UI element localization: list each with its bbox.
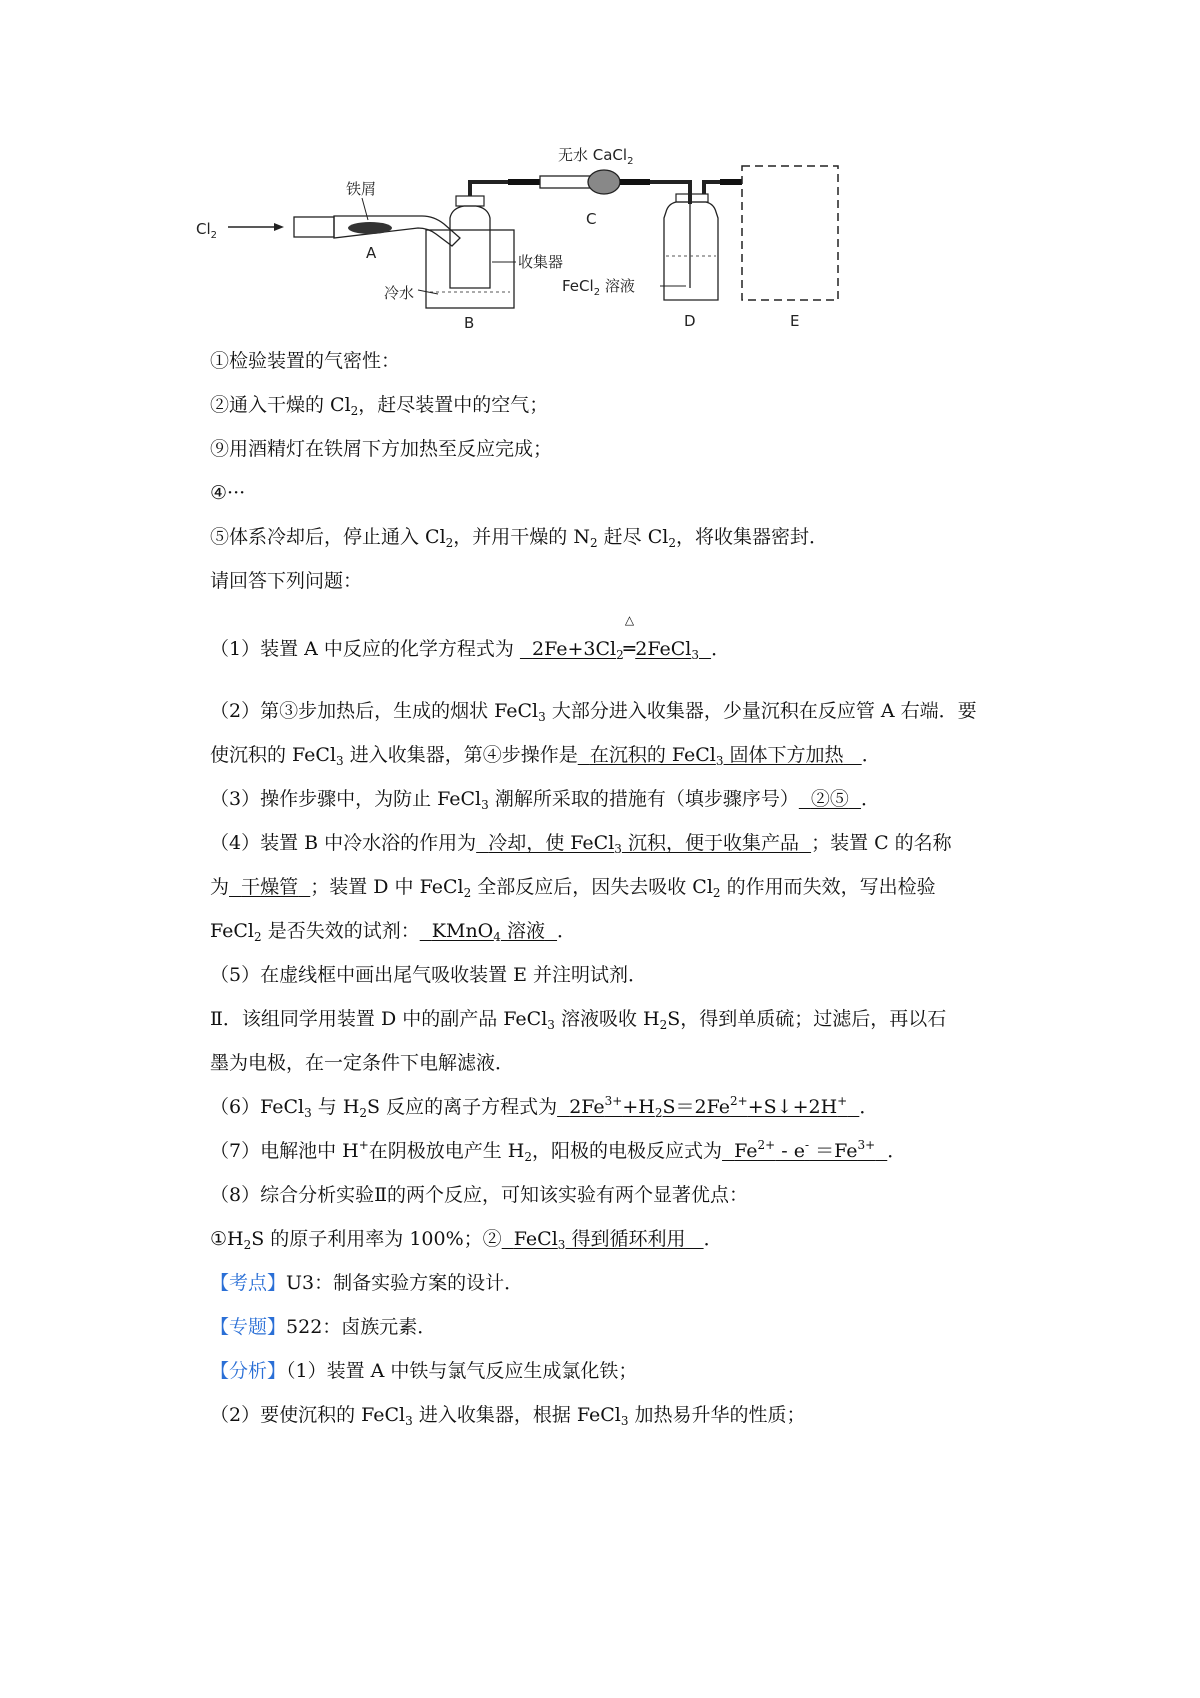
cl2-arrowhead xyxy=(274,223,284,231)
fenxi-line: 【分析】（1）装置 A 中铁与氯气反应生成氯化铁； xyxy=(210,1360,638,1382)
label-b: B xyxy=(464,314,475,332)
question-7: （7）电解池中 H+在阴极放电产生 $H_2$，阳极的电极反应式为 $Fe^{2+} - e^- =Fe^{3+}$ ． xyxy=(210,1138,907,1164)
question-5: （5）在虚线框中画出尾气吸收装置 E 并注明试剂． xyxy=(210,964,648,986)
question-4-line-3: FeCl$_2$ 是否失效的试剂： KMnO$_4$ 溶液 ． xyxy=(210,920,577,944)
step-1: ①检验装置的气密性： xyxy=(210,350,401,372)
step-3: ⑨用酒精灯在铁屑下方加热至反应完成； xyxy=(210,438,553,460)
part-2-line-2: 墨为电极，在一定条件下电解滤液． xyxy=(210,1052,515,1074)
answer-1: $2Fe+3Cl_2$ △ ═2FeCl$_3$ xyxy=(532,613,699,662)
cl2-label: $Cl_2$ xyxy=(196,220,218,241)
part-2-line-1: Ⅱ．该组同学用装置 D 中的副产品 FeCl$_3$ 溶液吸收 $H_2S$，得到单质硫；过滤后，再以石 xyxy=(210,1008,947,1032)
step-2: ②通入干燥的 $Cl_2$，赶尽装置中的空气； xyxy=(210,394,549,418)
dashed-box-e xyxy=(742,166,838,300)
zhuanti-line: 【专题】522：卤族元素． xyxy=(210,1316,437,1338)
collector-label: 收集器 xyxy=(518,253,564,271)
step-5: ⑤体系冷却后，停止通入 $Cl_2$，并用干燥的 $N_2$ 赶尽 $Cl_2$，将收集器密封． xyxy=(210,526,828,550)
iron-label: 铁屑 xyxy=(346,180,377,198)
iron-leader xyxy=(362,198,368,220)
collector-bottle xyxy=(450,206,490,288)
fecl2-label: FeCl$_2$ 溶液 xyxy=(562,277,635,298)
answer-4b: 干燥管 xyxy=(241,876,299,898)
cacl2-label: 无水 CaCl$_2$ xyxy=(558,146,634,167)
collector-stopper xyxy=(456,196,484,206)
answer-4c: KMnO$_4$ 溶液 xyxy=(431,920,545,944)
label-c: C xyxy=(586,210,597,228)
label-d: D xyxy=(684,312,696,330)
question-1: （1）装置 A 中反应的化学方程式为 $2Fe+3Cl_2$ △ ═2FeCl$_3$ ． xyxy=(210,613,731,662)
label-e: E xyxy=(790,312,800,330)
question-2-line-2: 使沉积的 FeCl$_3$ 进入收集器，第④步操作是 在沉积的 FeCl$_3$ 固体下方加热 ． xyxy=(210,744,881,768)
kaodian-tag: 【考点】 xyxy=(210,1272,287,1294)
answer-7: $Fe^{2+} - e^- =Fe^{3+}$ xyxy=(734,1138,876,1162)
label-a: A xyxy=(366,244,377,262)
cold-water-label: 冷水 xyxy=(384,284,415,302)
zhuanti-tag: 【专题】 xyxy=(210,1316,287,1338)
beaker-b xyxy=(426,230,514,308)
water-leader xyxy=(418,290,438,294)
answer-6: $2Fe^{3+}+H_2S=2Fe^{2+}+S↓+2H^+$ xyxy=(569,1094,848,1120)
reaction-tube-a xyxy=(294,217,334,237)
prompt: 请回答下列问题： xyxy=(210,570,363,592)
kaodian-line: 【考点】U3：制备实验方案的设计． xyxy=(210,1272,524,1294)
analysis-2: （2）要使沉积的 FeCl$_3$ 进入收集器，根据 FeCl$_3$ 加热易升华的性质； xyxy=(210,1404,806,1428)
question-2-line-1: （2）第③步加热后，生成的烟状 FeCl$_3$ 大部分进入收集器，少量沉积在反应管 A 右端．要 xyxy=(210,700,977,724)
answer-4a: 冷却，使 FeCl$_3$ 沉积，便于收集产品 xyxy=(488,832,799,856)
apparatus-diagram xyxy=(190,138,850,358)
heat-condition: △ ═ xyxy=(623,613,636,660)
question-6: （6）FeCl$_3$ 与 $H_2S$ 反应的离子方程式为 $2Fe^{3+}+H_2S=2Fe^{2+}+S↓+2H^+$ ． xyxy=(210,1094,879,1120)
bottle-d xyxy=(664,202,718,300)
question-8-line-1: （8）综合分析实验Ⅱ的两个反应，可知该实验有两个显著优点： xyxy=(210,1184,749,1206)
question-4-line-1: （4）装置 B 中冷水浴的作用为 冷却，使 FeCl$_3$ 沉积，便于收集产品 ；装置 C 的名称 xyxy=(210,832,952,856)
answer-8: FeCl$_3$ 得到循环利用 xyxy=(513,1228,686,1252)
step-4: ④··· xyxy=(210,482,246,504)
drying-tube-c xyxy=(540,176,590,188)
question-4-line-2: 为 干燥管 ；装置 D 中 FeCl$_2$ 全部反应后，因失去吸收 $Cl_2$ 的作用而失效，写出检验 xyxy=(210,876,936,900)
question-8-line-2: $①H_2S$ 的原子利用率为 100%；② FeCl$_3$ 得到循环利用 ． xyxy=(210,1228,723,1252)
answer-3: ②⑤ xyxy=(810,788,849,810)
pipe-c-d xyxy=(650,182,690,204)
drying-bulb xyxy=(588,170,620,194)
fenxi-tag: 【分析】 xyxy=(210,1360,287,1382)
answer-2: 在沉积的 FeCl$_3$ 固体下方加热 xyxy=(589,744,844,768)
iron-filings xyxy=(348,222,392,234)
question-3: （3）操作步骤中，为防止 FeCl$_3$ 潮解所采取的措施有（填步骤序号） ②⑤ ． xyxy=(210,788,881,812)
